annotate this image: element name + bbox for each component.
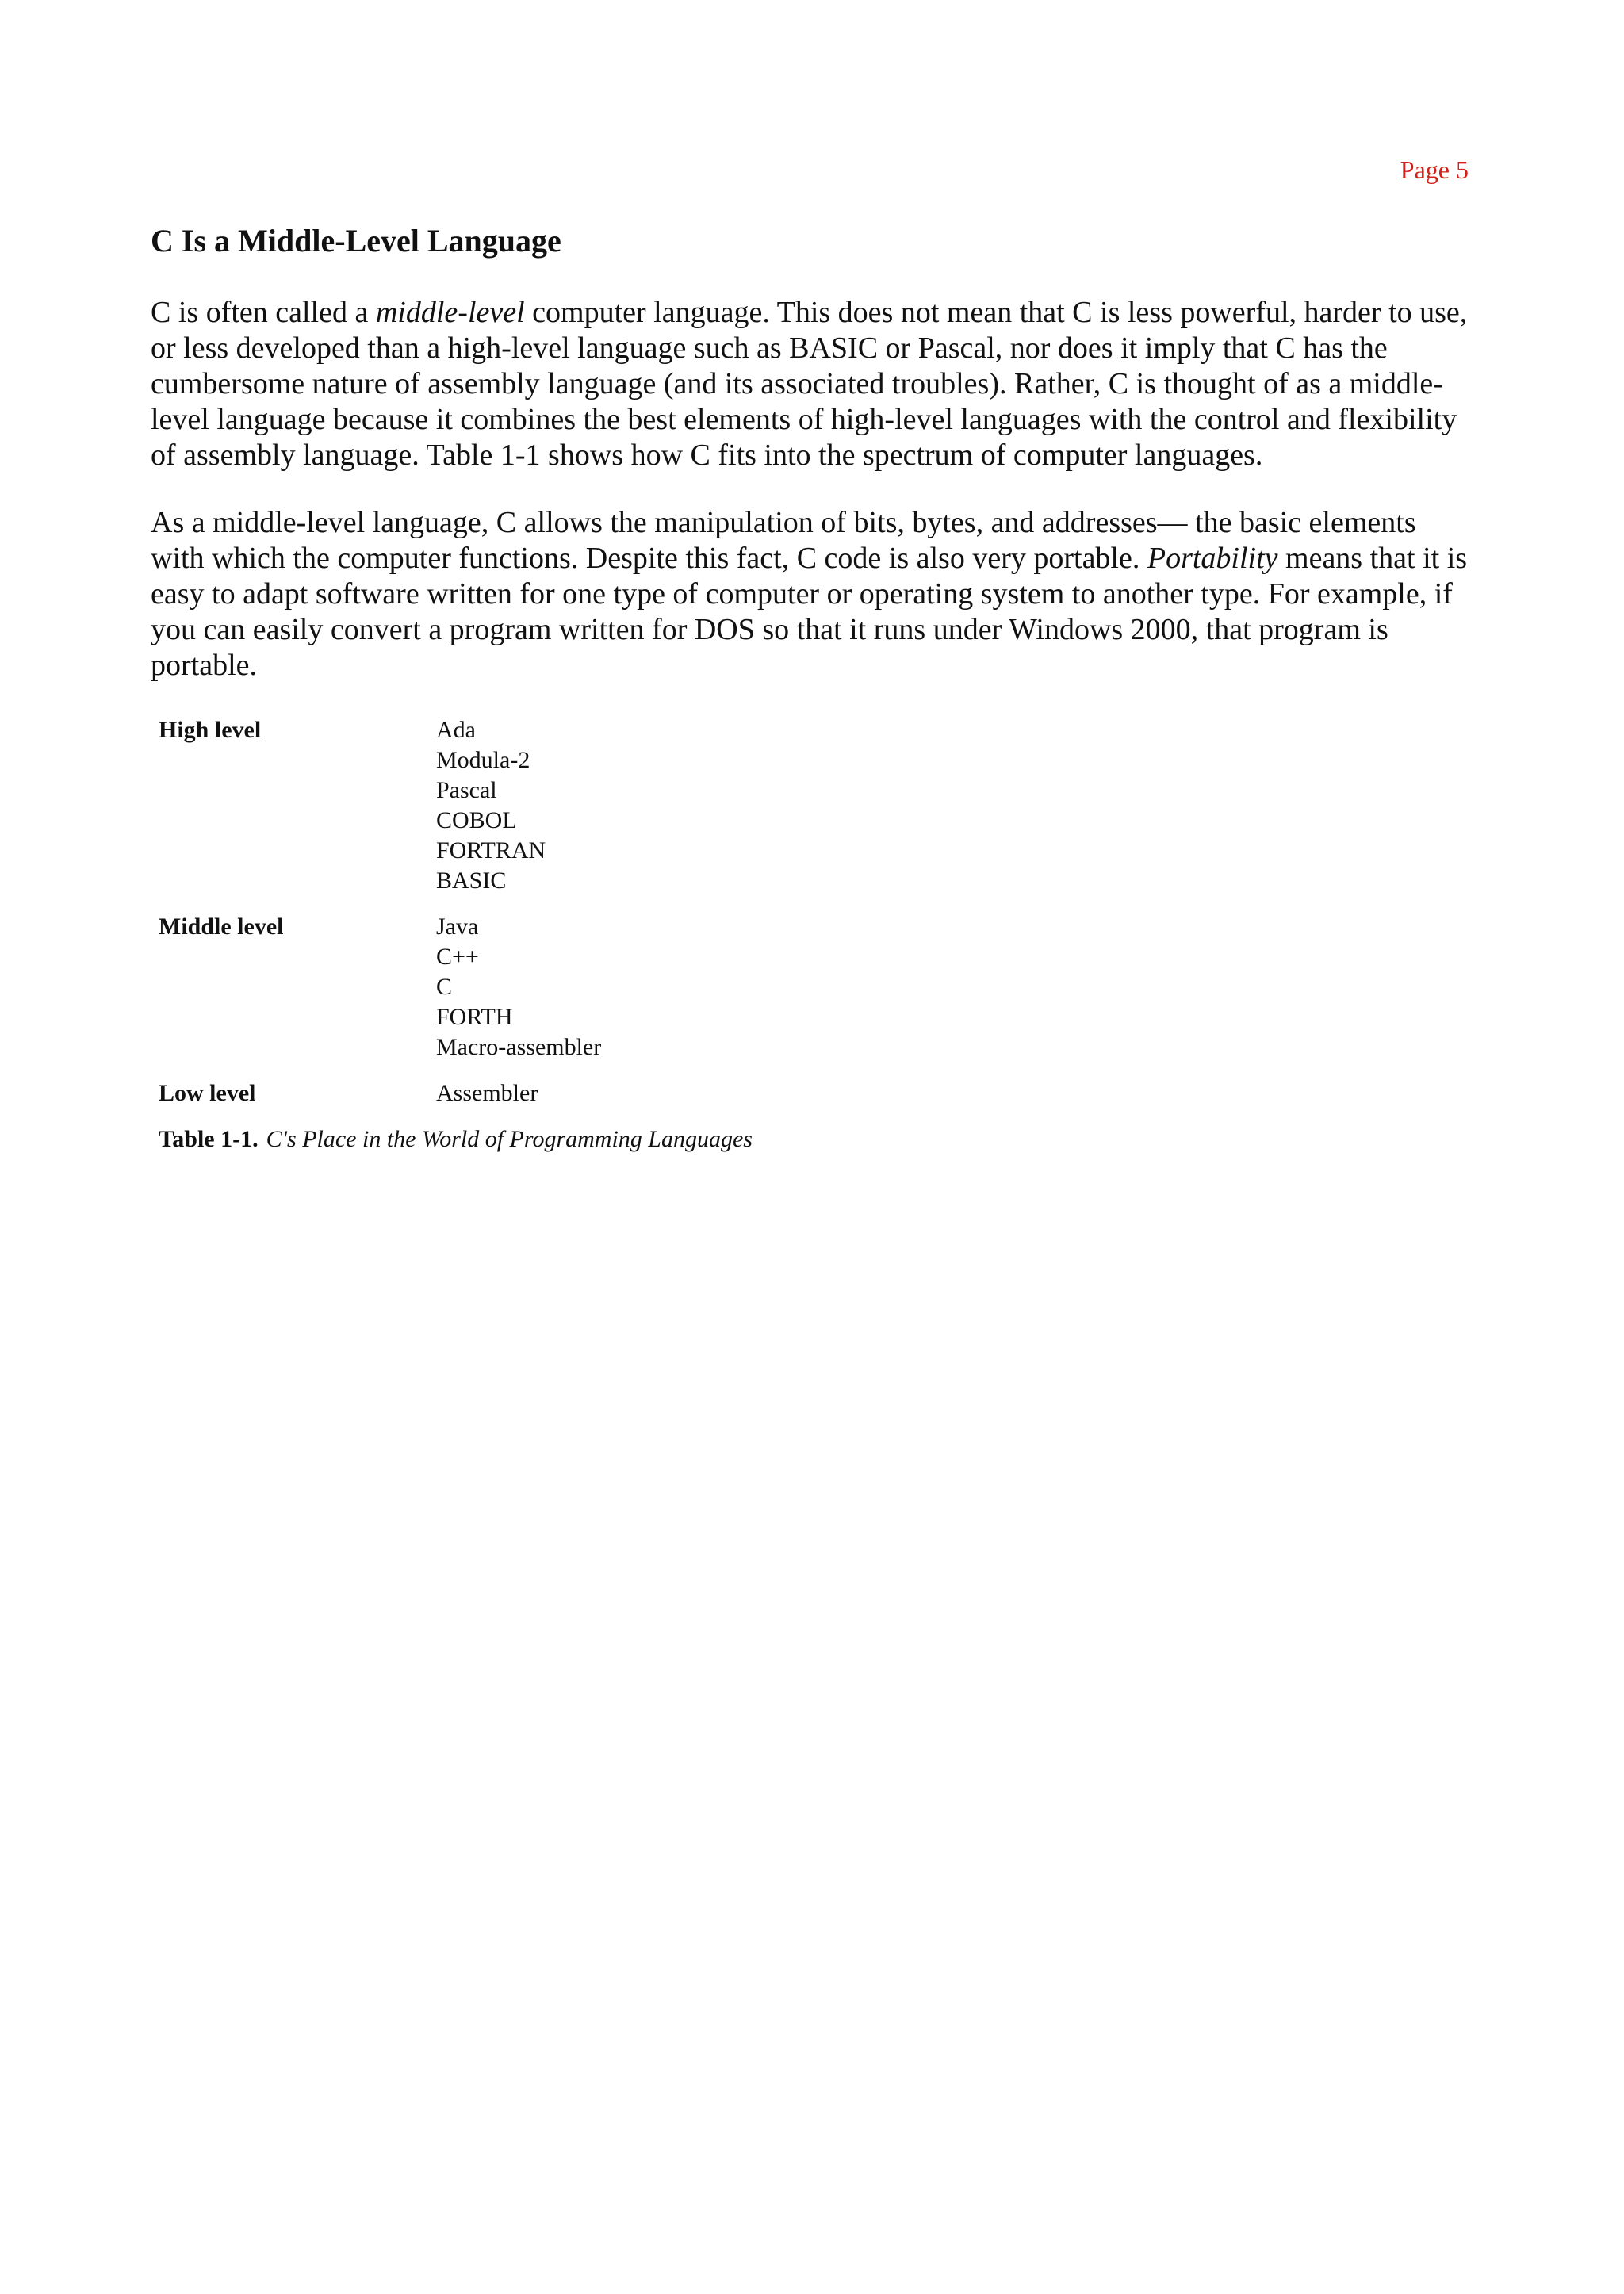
paragraph-1-text-a: C is often called a (151, 296, 376, 329)
tier-label: Middle level (159, 913, 284, 940)
language-item: FORTRAN (436, 837, 546, 864)
paragraph-1-emphasis: middle-level (375, 296, 525, 329)
language-item: Assembler (436, 1080, 538, 1106)
tier-language-list (436, 912, 601, 1063)
language-item: Ada (436, 717, 476, 743)
language-item: Java (436, 913, 479, 940)
language-item: C++ (436, 944, 479, 970)
paragraph-1-text-b: computer language. This does not mean that C is less powerful, harder to use, or less developed than a high-level language such as BASIC or Pascal, nor does it imply that C has the cumbersome nature of assembly language (and its associated troubles). Rather, C is thought of as a middle-level language because it combines the best elements of high-level languages with the control and flexibility of assembly language. Table 1-1 shows how C fits into the spectrum of computer languages. (151, 296, 1468, 472)
language-item: COBOL (436, 807, 517, 833)
tier-middle-level (159, 912, 1475, 1063)
tier-language-list (436, 715, 546, 896)
language-item: BASIC (436, 867, 507, 894)
page-content (151, 222, 1475, 1155)
table-caption-title: C's Place in the World of Programming Languages (266, 1126, 753, 1152)
paragraph-1 (151, 295, 1475, 473)
language-levels-table (159, 715, 1475, 1109)
section-heading: C Is a Middle-Level Language (151, 223, 561, 259)
language-item: C (436, 974, 453, 1000)
tier-low-level (159, 1078, 1475, 1109)
tier-language-list (436, 1078, 538, 1109)
tier-label: Low level (159, 1080, 256, 1106)
table-caption (159, 1124, 1475, 1155)
paragraph-2-text-a: As a middle-level language, C allows the manipulation of bits, bytes, and addresses— the basic elements with which the computer functions. Despite this fact, C code is also very portable. (151, 506, 1416, 575)
tier-label: High level (159, 717, 262, 743)
paragraph-2 (151, 505, 1475, 684)
language-item: Macro-assembler (436, 1034, 602, 1060)
paragraph-2-text-b: means that it is easy to adapt software written for one type of computer or operating system to another type. For example, if you can easily convert a program written for DOS so that it runs under Windows 2000, that program is portable. (151, 542, 1468, 682)
language-item: Modula-2 (436, 747, 530, 773)
paragraph-2-emphasis: Portability (1147, 542, 1278, 575)
page-number: Page 5 (1400, 155, 1469, 184)
language-item: Pascal (436, 777, 497, 803)
language-item: FORTH (436, 1004, 513, 1030)
table-caption-number: Table 1-1. (159, 1126, 259, 1152)
tier-high-level (159, 715, 1475, 896)
